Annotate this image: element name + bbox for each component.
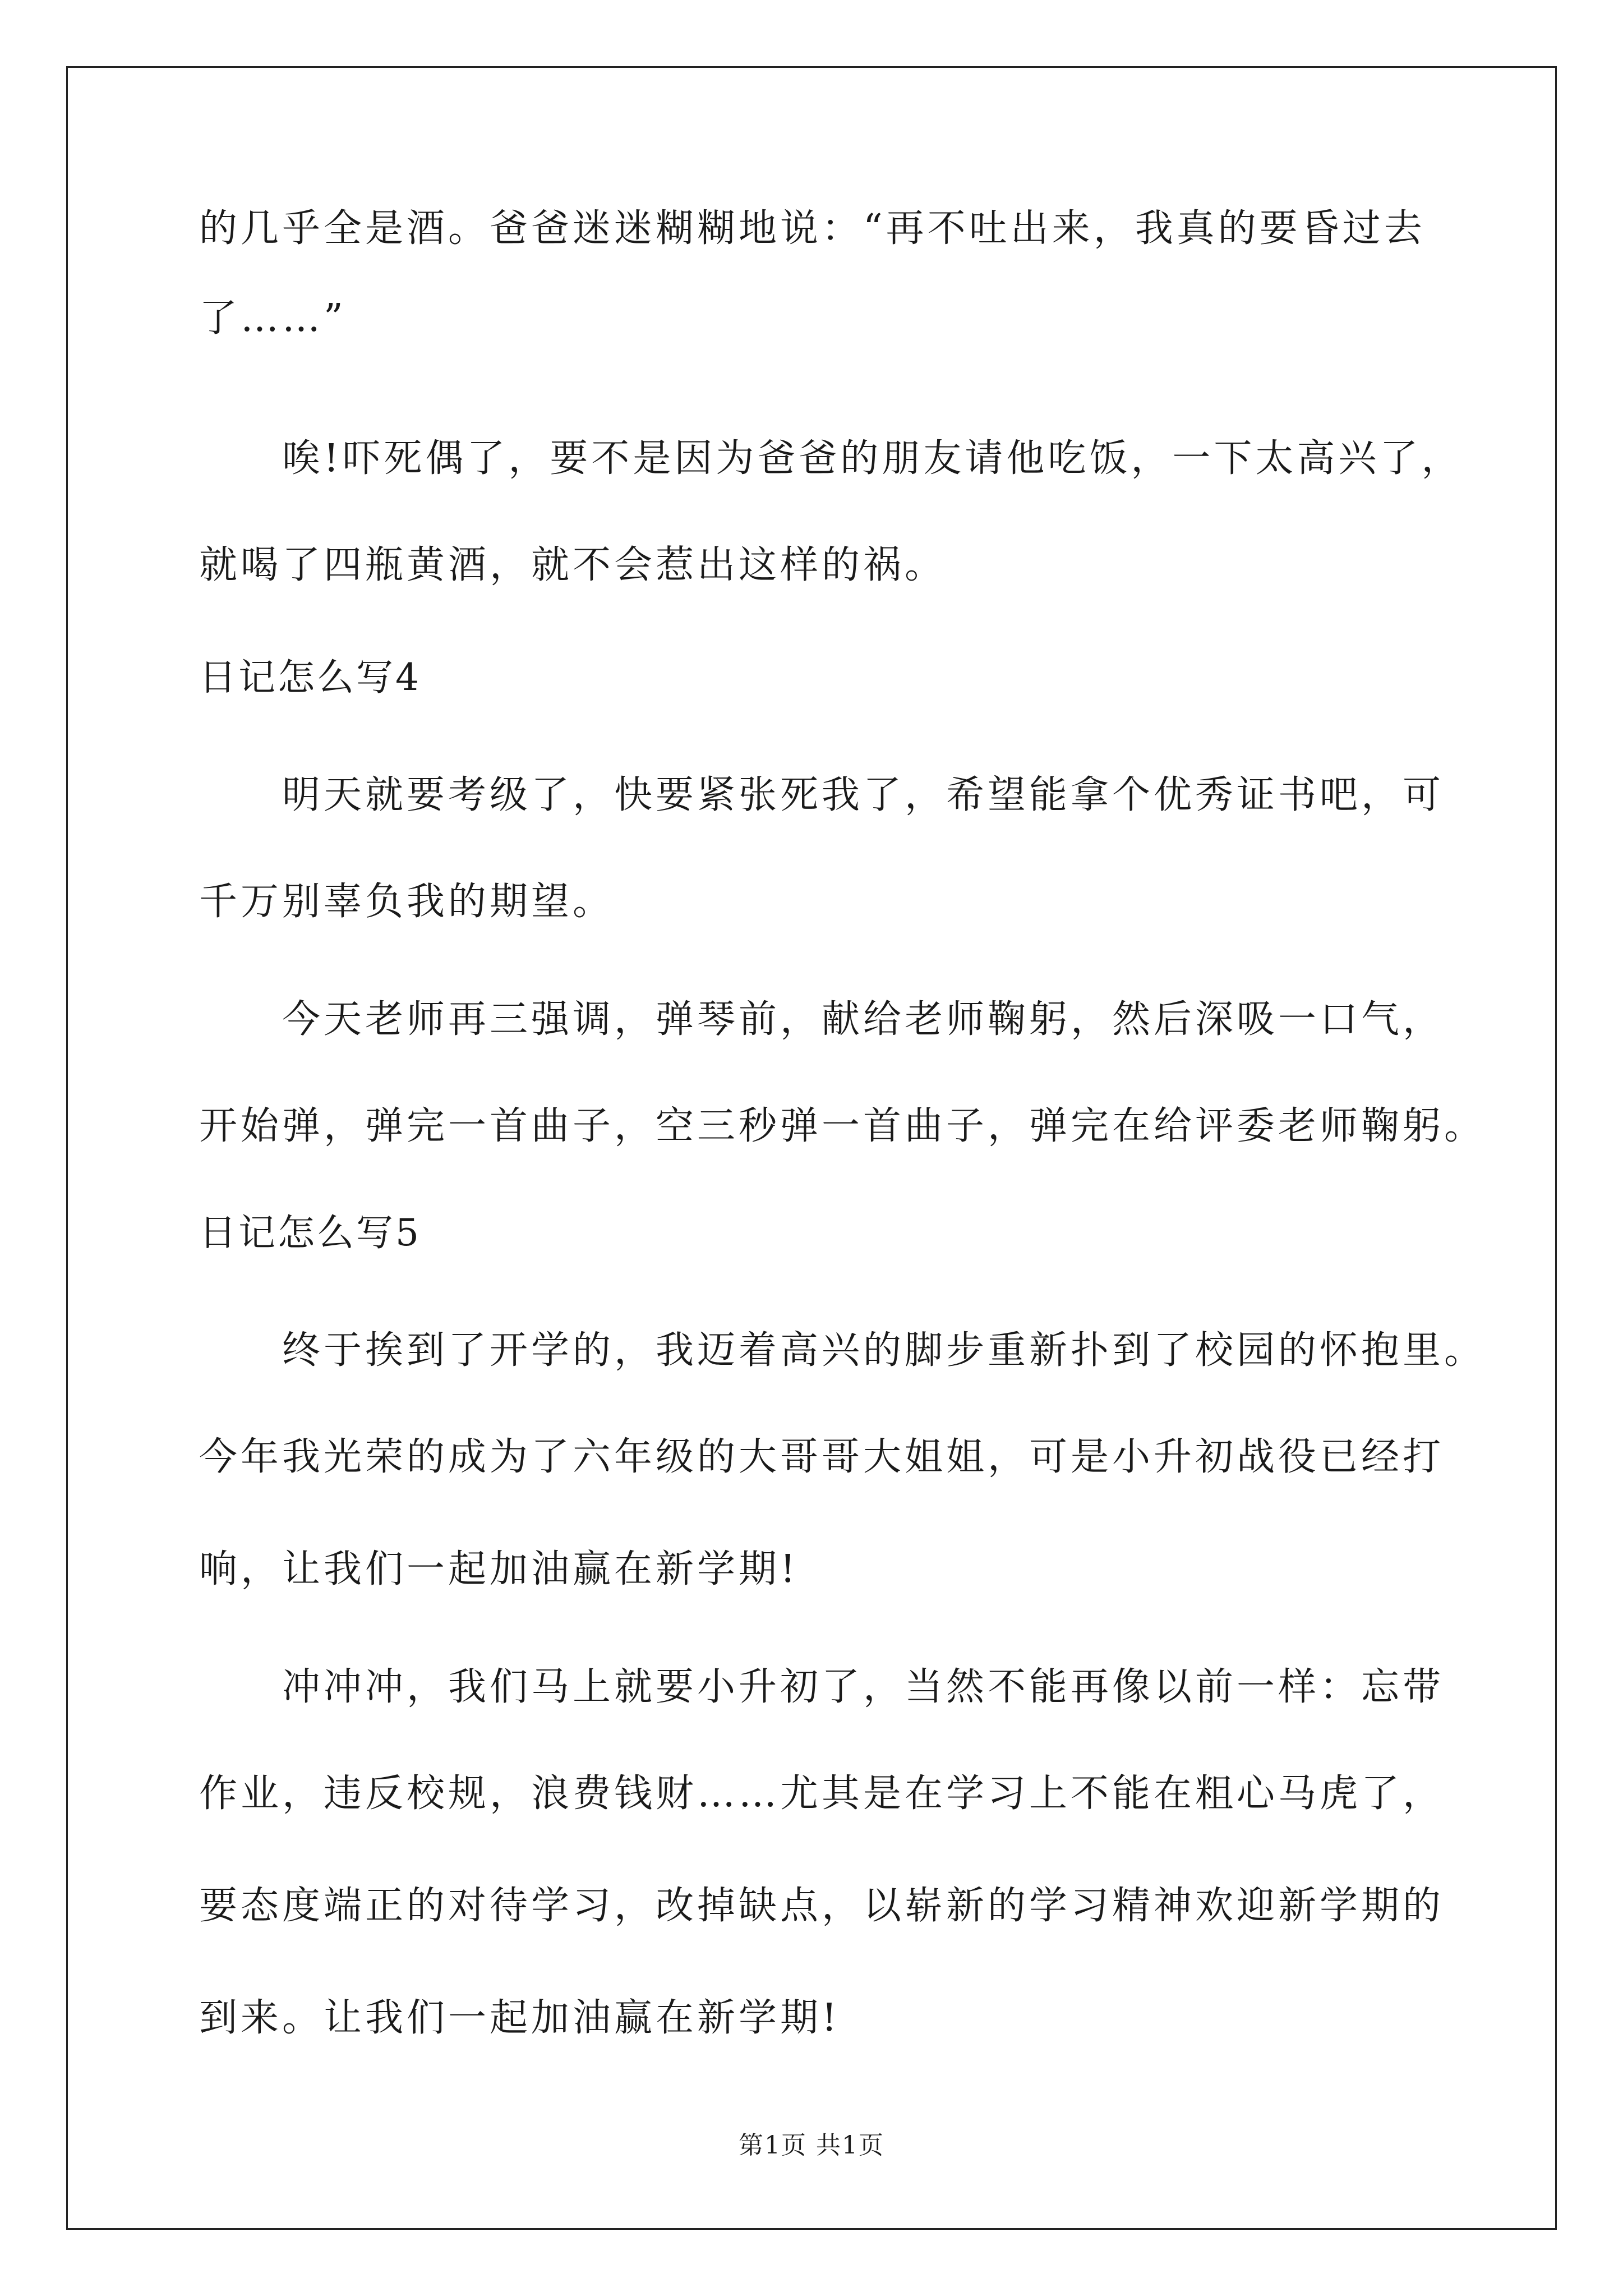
paragraph-line: 今年我光荣的成为了六年级的大哥哥大姐姐，可是小升初战役已经打	[199, 1435, 1445, 1479]
paragraph-line: 终于挨到了开学的，我迈着高兴的脚步重新扑到了校园的怀抱里。	[282, 1328, 1486, 1373]
paragraph-line: 的几乎全是酒。爸爸迷迷糊糊地说：“再不吐出来，我真的要昏过去	[199, 206, 1426, 251]
paragraph-line: 了……”	[199, 296, 347, 341]
paragraph-line: 就喝了四瓶黄酒，就不会惹出这样的祸。	[199, 543, 947, 587]
paragraph-line: 今天老师再三强调，弹琴前，献给老师鞠躬，然后深吸一口气，	[282, 997, 1445, 1042]
paragraph-line: 要态度端正的对待学习，改掉缺点，以崭新的学习精神欢迎新学期的	[199, 1884, 1445, 1928]
paragraph-line: 明天就要考级了，快要紧张死我了，希望能拿个优秀证书吧，可	[282, 773, 1445, 817]
paragraph-line: 作业，违反校规，浪费钱财……尤其是在学习上不能在粗心马虎了，	[199, 1772, 1445, 1816]
paragraph-line: 到来。让我们一起加油赢在新学期!	[199, 1996, 841, 2040]
paragraph-line: 开始弹，弹完一首曲子，空三秒弹一首曲子，弹完在给评委老师鞠躬。	[199, 1104, 1486, 1148]
paragraph-line: 响，让我们一起加油赢在新学期!	[199, 1547, 799, 1591]
paragraph-line: 唉!吓死偶了，要不是因为爸爸的朋友请他吃饭，一下太高兴了，	[282, 436, 1463, 481]
paragraph-line: 千万别辜负我的期望。	[199, 880, 615, 924]
paragraph-line: 冲冲冲，我们马上就要小升初了，当然不能再像以前一样：忘带	[282, 1665, 1445, 1709]
page-number-footer: 第1页 共1页	[739, 2131, 884, 2160]
section-heading: 日记怎么写5	[199, 1211, 421, 1254]
section-heading: 日记怎么写4	[199, 656, 421, 699]
